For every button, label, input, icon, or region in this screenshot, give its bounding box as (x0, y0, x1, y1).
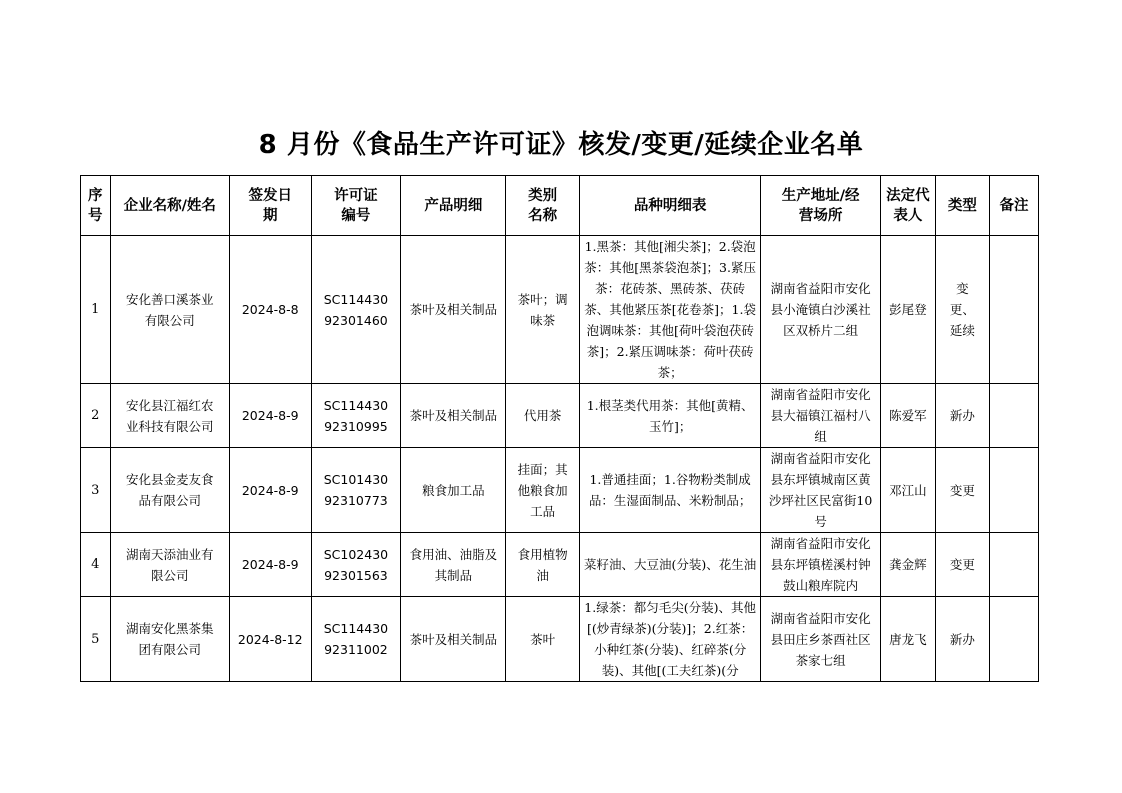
cell-address: 湖南省益阳市安化县大福镇江福村八组 (761, 384, 880, 448)
cell-category: 挂面；其他粮食加工品 (506, 448, 579, 533)
header-product: 产品明细 (401, 176, 506, 236)
cell-rep: 彭尾登 (880, 236, 935, 384)
cell-license: SC11443092310995 (311, 384, 401, 448)
cell-category: 代用茶 (506, 384, 579, 448)
header-date: 签发日期 (229, 176, 311, 236)
cell-seq: 1 (81, 236, 111, 384)
cell-note (989, 384, 1038, 448)
cell-rep: 龚金辉 (880, 533, 935, 597)
cell-license: SC11443092311002 (311, 597, 401, 682)
cell-date: 2024-8-12 (229, 597, 311, 682)
cell-rep: 唐龙飞 (880, 597, 935, 682)
table-row (81, 533, 1039, 597)
cell-date: 2024-8-9 (229, 384, 311, 448)
cell-product: 茶叶及相关制品 (401, 597, 506, 682)
cell-type: 变更、延续 (935, 236, 989, 384)
license-table (80, 175, 1039, 682)
table-row (81, 448, 1039, 533)
cell-type: 变更 (935, 448, 989, 533)
cell-note (989, 597, 1038, 682)
cell-company: 安化县江福红农业科技有限公司 (110, 384, 229, 448)
cell-variety: 菜籽油、大豆油(分装)、花生油 (579, 533, 761, 597)
header-type: 类型 (935, 176, 989, 236)
cell-note (989, 236, 1038, 384)
page-title: 8 月份《食品生产许可证》核发/变更/延续企业名单 (258, 130, 864, 160)
cell-category: 食用植物油 (506, 533, 579, 597)
table-row (81, 597, 1039, 682)
cell-company: 湖南天添油业有限公司 (110, 533, 229, 597)
cell-type: 变更 (935, 533, 989, 597)
header-variety: 品种明细表 (579, 176, 761, 236)
header-seq: 序号 (81, 176, 111, 236)
cell-variety: 1.根茎类代用茶：其他[黄精、玉竹]； (579, 384, 761, 448)
header-category: 类别名称 (506, 176, 579, 236)
cell-seq: 2 (81, 384, 111, 448)
cell-product: 食用油、油脂及其制品 (401, 533, 506, 597)
header-note: 备注 (989, 176, 1038, 236)
cell-seq: 3 (81, 448, 111, 533)
cell-category: 茶叶 (506, 597, 579, 682)
cell-rep: 邓江山 (880, 448, 935, 533)
cell-product: 粮食加工品 (401, 448, 506, 533)
cell-license: SC10243092301563 (311, 533, 401, 597)
cell-date: 2024-8-8 (229, 236, 311, 384)
cell-seq: 5 (81, 597, 111, 682)
cell-company: 安化县金麦友食品有限公司 (110, 448, 229, 533)
cell-company: 湖南安化黑茶集团有限公司 (110, 597, 229, 682)
cell-license: SC11443092301460 (311, 236, 401, 384)
cell-variety: 1.绿茶：都匀毛尖(分装)、其他[(炒青绿茶)(分装)]；2.红茶：小种红茶(分装)、红碎茶(分装)、其他[(工夫红茶)(分 (579, 597, 761, 682)
cell-date: 2024-8-9 (229, 533, 311, 597)
cell-type: 新办 (935, 384, 989, 448)
cell-product: 茶叶及相关制品 (401, 384, 506, 448)
cell-address: 湖南省益阳市安化县东坪镇城南区黄沙坪社区民富街10号 (761, 448, 880, 533)
cell-license: SC10143092310773 (311, 448, 401, 533)
cell-address: 湖南省益阳市安化县东坪镇槎溪村钟鼓山粮库院内 (761, 533, 880, 597)
cell-seq: 4 (81, 533, 111, 597)
header-license: 许可证编号 (311, 176, 401, 236)
cell-variety: 1.黑茶：其他[湘尖茶]；2.袋泡茶：其他[黑茶袋泡茶]；3.紧压茶：花砖茶、黑砖茶、茯砖茶、其他紧压茶[花卷茶]；1.袋泡调味茶：其他[荷叶袋泡茯砖茶]；2.紧压调味茶：荷叶茯砖茶； (579, 236, 761, 384)
cell-company: 安化善口溪茶业有限公司 (110, 236, 229, 384)
table-header-row (81, 176, 1039, 236)
cell-date: 2024-8-9 (229, 448, 311, 533)
header-address: 生产地址/经营场所 (761, 176, 880, 236)
cell-address: 湖南省益阳市安化县田庄乡茶酉社区茶家七组 (761, 597, 880, 682)
cell-note (989, 533, 1038, 597)
header-rep: 法定代表人 (880, 176, 935, 236)
header-company: 企业名称/姓名 (110, 176, 229, 236)
cell-type: 新办 (935, 597, 989, 682)
table-row (81, 384, 1039, 448)
cell-rep: 陈爱军 (880, 384, 935, 448)
cell-product: 茶叶及相关制品 (401, 236, 506, 384)
cell-note (989, 448, 1038, 533)
cell-variety: 1.普通挂面；1.谷物粉类制成品：生湿面制品、米粉制品； (579, 448, 761, 533)
cell-address: 湖南省益阳市安化县小淹镇白沙溪社区双桥片二组 (761, 236, 880, 384)
cell-category: 茶叶；调味茶 (506, 236, 579, 384)
table-row (81, 236, 1039, 384)
